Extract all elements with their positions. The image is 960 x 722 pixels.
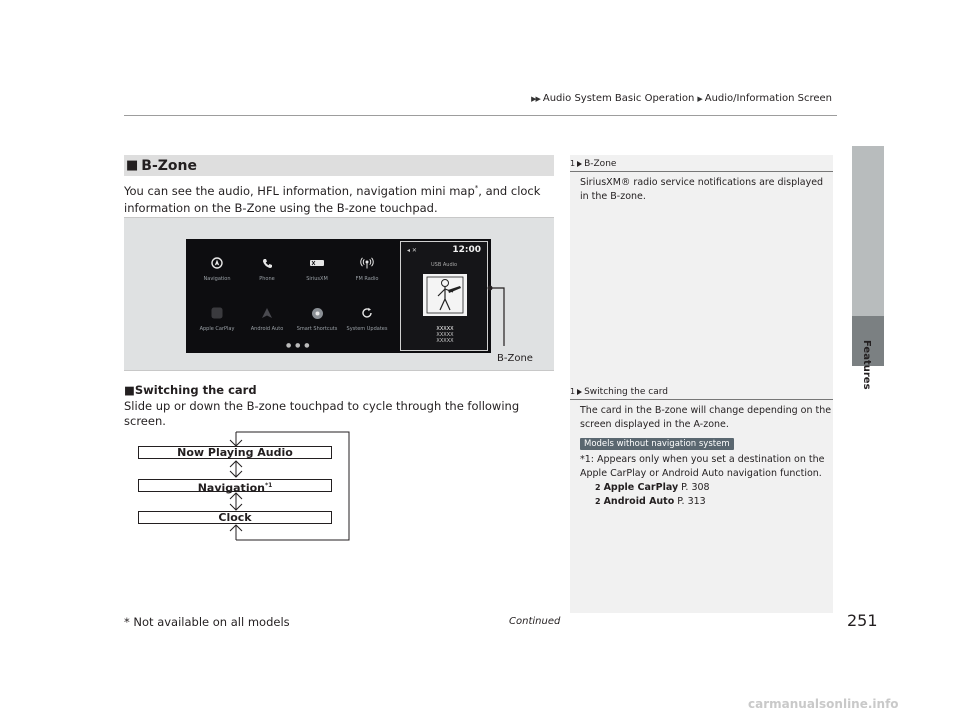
b-zone-callout-label: B-Zone: [497, 353, 533, 364]
watermark: carmanualsonline.info: [748, 697, 899, 711]
tile-label: Phone: [259, 276, 275, 282]
bluetooth-icon: ◂ ✕: [407, 247, 417, 254]
subsection-body: Slide up or down the B-zone touchpad to cycle through the following screen.: [124, 399, 520, 428]
note-number: 1: [570, 387, 576, 396]
note-header: [570, 385, 833, 398]
note-body: SiriusXM® radio service notifications are displayed in the B-zone.: [580, 177, 824, 202]
note-switching: [570, 385, 833, 509]
section-title: B-Zone: [141, 157, 198, 174]
tile-label: Navigation: [203, 276, 231, 282]
b-zone-clock: 12:00: [452, 245, 481, 255]
tile-label: SiriusXM: [306, 276, 328, 282]
card-footnote-mark: *1: [264, 482, 273, 489]
breadcrumb-item[interactable]: Audio/Information Screen: [704, 93, 832, 104]
section-square-icon: ■: [126, 158, 139, 173]
page-number: 251: [847, 611, 878, 630]
note-divider: [570, 171, 833, 172]
card-label: Navigation: [197, 481, 265, 495]
card-label: Now Playing Audio: [177, 446, 293, 459]
note-body: [570, 404, 833, 509]
card-label: Clock: [218, 511, 252, 524]
note-divider: [570, 399, 833, 400]
tile-label: Apple CarPlay: [199, 326, 235, 332]
note-title: Switching the card: [584, 386, 668, 397]
reference-arrow-icon: 2: [595, 497, 601, 506]
track-album: XXXXX: [436, 338, 454, 344]
intro-text-b: , and clock information on the B-Zone using the B-zone touchpad.: [124, 183, 541, 215]
subsection-title: ■Switching the card: [124, 383, 257, 397]
reference-name: Apple CarPlay: [603, 482, 679, 493]
note-header: [570, 157, 833, 170]
breadcrumb-arrow-icon: ▶: [697, 94, 702, 103]
note-text: The card in the B-zone will change depending on the screen displayed in the A-zone.: [580, 405, 832, 430]
breadcrumb-item[interactable]: Audio System Basic Operation: [542, 93, 695, 104]
card-navigation: [138, 479, 332, 495]
notes-sidebar: [570, 155, 833, 613]
tile-label: Android Auto: [250, 326, 284, 332]
section-header: [124, 155, 554, 176]
tile-label: Smart Shortcuts: [296, 326, 338, 332]
model-badge: Models without navigation system: [580, 438, 734, 450]
chapter-label: Features: [861, 340, 872, 390]
reference-page: P. 313: [677, 496, 706, 507]
note-b-zone: [570, 157, 833, 204]
chapter-side-tab: [852, 146, 884, 366]
note-title: B-Zone: [584, 158, 617, 169]
track-title: XXXXX: [436, 326, 454, 332]
card-cycle-diagram: [138, 430, 352, 542]
card-now-playing: [138, 446, 332, 459]
breadcrumb-arrow-icon: ▶▶: [531, 94, 540, 103]
asterisk: *: [474, 184, 479, 192]
tile-label: System Updates: [346, 326, 388, 332]
note-arrow-icon: [576, 388, 583, 396]
intro-text-a: You can see the audio, HFL information, navigation mini map: [124, 183, 475, 198]
reference-link[interactable]: [580, 495, 833, 509]
card-clock: [138, 511, 332, 524]
subsection-title-text: Switching the card: [134, 383, 257, 397]
track-artist: XXXXX: [436, 332, 454, 338]
reference-arrow-icon: 2: [595, 483, 601, 492]
reference-page: P. 308: [681, 482, 710, 493]
note-number: 1: [570, 159, 576, 168]
reference-name: Android Auto: [603, 496, 675, 507]
page-indicator-dots: ● ● ●: [286, 342, 311, 349]
header-divider: [124, 115, 837, 116]
continued-label: Continued: [509, 616, 561, 627]
intro-paragraph: [124, 180, 554, 217]
screen-illustration: [124, 217, 554, 371]
page-footnote: * Not available on all models: [124, 615, 290, 629]
note-arrow-icon: [576, 160, 583, 168]
reference-link[interactable]: [580, 481, 833, 495]
b-zone-callout-line: [124, 218, 554, 372]
b-zone-source: USB Audio: [431, 262, 458, 268]
breadcrumb: [531, 93, 832, 104]
note-footnote: *1: Appears only when you set a destination on the Apple CarPlay or Android Auto navigation function.: [580, 454, 825, 479]
tile-label: FM Radio: [355, 276, 379, 282]
